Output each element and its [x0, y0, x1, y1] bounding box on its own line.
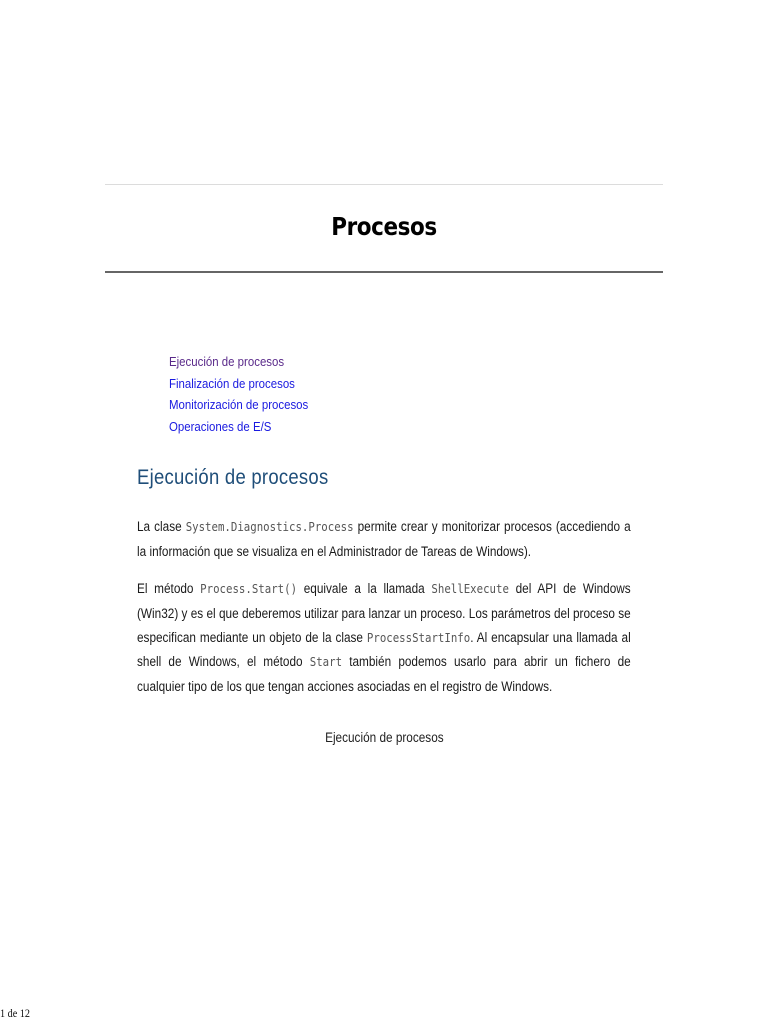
title-divider	[105, 271, 663, 273]
paragraph-text: El método	[137, 581, 201, 596]
toc-item	[169, 373, 327, 395]
toc-link-finalizacion[interactable]: Finalización de procesos	[169, 375, 295, 391]
table-of-contents	[169, 351, 327, 437]
code-start: Start	[309, 655, 343, 670]
code-method-start: Process.Start()	[200, 582, 298, 596]
code-class-name: System.Diagnostics.Process	[185, 520, 354, 534]
paragraph-1	[137, 515, 631, 564]
toc-item	[169, 394, 327, 416]
paragraph-text: del API de Windows (Win32) y es el que deberemos utilizar para lanzar un proceso. Los parámetros del proceso se especifican mediante un objeto de la clase	[137, 581, 631, 645]
page-number: 1 de 12	[0, 1006, 31, 1020]
caption-text: Ejecución de procesos	[324, 730, 444, 745]
code-processstartinfo: ProcessStartInfo	[366, 630, 471, 645]
paragraph-text: permite crear y monitorizar procesos (accediendo a la información que se visualiza en el Administrador de Tareas de Windows).	[137, 519, 631, 559]
toc-item	[169, 351, 327, 373]
paragraph-2	[137, 577, 631, 699]
figure-caption	[105, 730, 663, 745]
paragraph-text: . Al encapsular una llamada al shell de Windows, el método	[137, 629, 631, 670]
toc-link-ejecucion[interactable]: Ejecución de procesos	[169, 354, 285, 369]
code-shellexecute: ShellExecute	[431, 582, 509, 596]
paragraph-text: equivale a la llamada	[297, 581, 432, 596]
page-title: Procesos	[331, 212, 437, 241]
top-divider	[105, 184, 663, 185]
toc-link-operaciones[interactable]: Operaciones de E/S	[169, 418, 272, 434]
toc-item	[169, 416, 327, 438]
toc-link-monitorizacion[interactable]: Monitorización de procesos	[169, 397, 309, 412]
paragraph-text: también podemos usarlo para abrir un fichero de cualquier tipo de los que tengan acciones asociadas en el registro de Windows.	[137, 654, 631, 695]
paragraph-text: La clase	[137, 519, 186, 534]
section-heading: Ejecución de procesos	[137, 466, 329, 489]
